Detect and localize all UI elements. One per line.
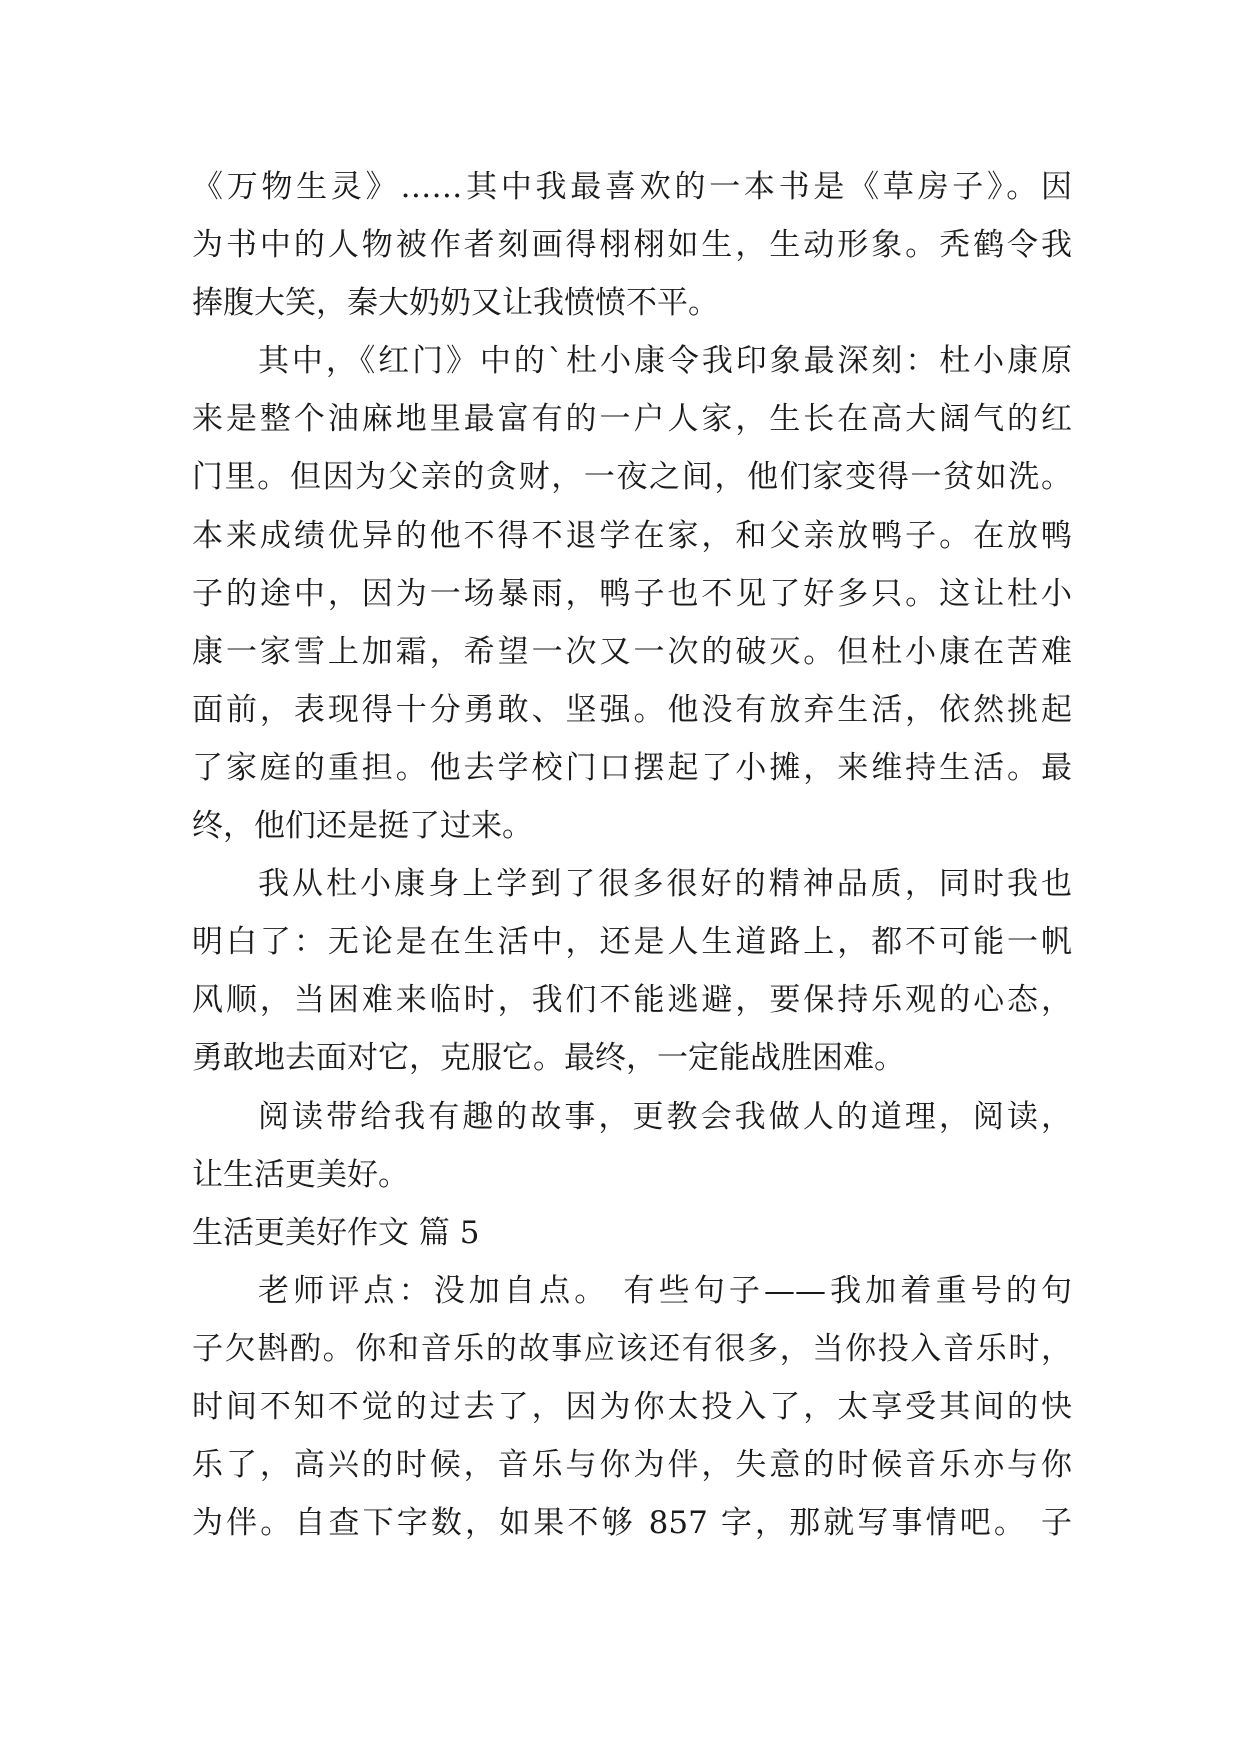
text-line: 终，他们还是挺了过来。 — [192, 808, 533, 845]
text-line: 面前，表现得十分勇敢、坚强。他没有放弃生活，依然挑起 — [192, 691, 1072, 728]
text-line: 勇敢地去面对它，克服它。最终，一定能战胜困难。 — [192, 1040, 905, 1077]
text-line: 了家庭的重担。他去学校门口摆起了小摊，来维持生活。最 — [192, 749, 1072, 786]
text-line: 明白了：无论是在生活中，还是人生道路上，都不可能一帆 — [192, 924, 1072, 961]
text-line: 为伴。自查下字数，如果不够 857 字，那就写事情吧。 子 — [192, 1505, 1072, 1542]
text-line: 我从杜小康身上学到了很多很好的精神品质，同时我也 — [258, 866, 1072, 903]
text-line: 康一家雪上加霜，希望一次又一次的破灭。但杜小康在苦难 — [192, 633, 1072, 670]
essay-text — [192, 158, 1072, 1552]
text-line: 为书中的人物被作者刻画得栩栩如生，生动形象。秃鹤令我 — [192, 227, 1072, 264]
text-line: 让生活更美好。 — [192, 1156, 409, 1193]
text-line: 来是整个油麻地里最富有的一户人家，生长在高大阔气的红 — [192, 401, 1072, 438]
text-line: 子的途中，因为一场暴雨，鸭子也不见了好多只。这让杜小 — [192, 575, 1072, 612]
text-line: 其中，《红门》中的`杜小康令我印象最深刻：杜小康原 — [258, 343, 1072, 380]
text-line: 乐了，高兴的时候，音乐与你为伴，失意的时候音乐亦与你 — [192, 1447, 1072, 1484]
text-line: 本来成绩优异的他不得不退学在家，和父亲放鸭子。在放鸭 — [192, 517, 1072, 554]
section-heading: 生活更美好作文 篇 5 — [192, 1214, 480, 1251]
text-line: 捧腹大笑，秦大奶奶又让我愤愤不平。 — [192, 285, 719, 322]
text-line: 时间不知不觉的过去了，因为你太投入了，太享受其间的快 — [192, 1388, 1072, 1425]
text-line: 老师评点：没加自点。 有些句子——我加着重号的句 — [258, 1272, 1072, 1309]
text-line: 阅读带给我有趣的故事，更教会我做人的道理，阅读， — [258, 1098, 1072, 1135]
text-line: 《万物生灵》……其中我最喜欢的一本书是《草房子》。因 — [192, 169, 1072, 205]
text-line: 风顺，当困难来临时，我们不能逃避，要保持乐观的心态， — [192, 982, 1072, 1019]
text-line: 门里。但因为父亲的贪财，一夜之间，他们家变得一贫如洗。 — [192, 459, 1072, 496]
text-line: 子欠斟酌。你和音乐的故事应该还有很多，当你投入音乐时， — [192, 1330, 1072, 1367]
